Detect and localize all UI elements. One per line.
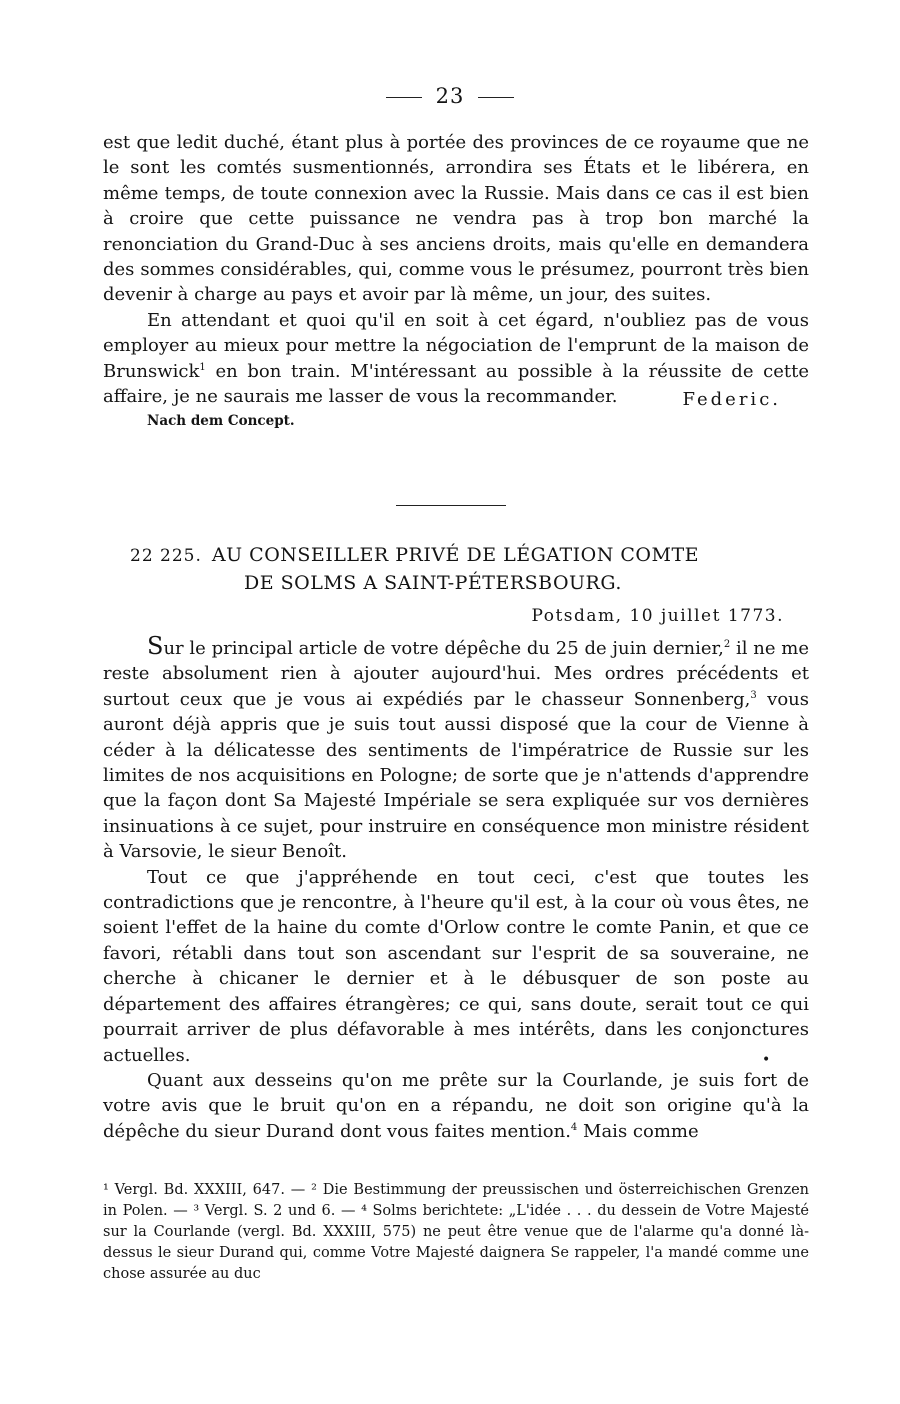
paragraph [103, 1068, 809, 1144]
text-run: vous auront déjà appris que je suis tout aussi disposé que la cour de Vienne à céder à la délicatesse des sentiments de l'impératrice de Russie sur les limites de nos acquisitions en Pologne; de sorte que je n'attends d'apprendre que la façon dont Sa Majesté Impériale se sera expliquée sur vos dernières insinuations à ce sujet, pour instruire en conséquence mon ministre résident à Varsovie, le sieur Benoît. [103, 688, 809, 863]
text-run: en bon train. M'intéressant au possible à la réussite de cette affaire, je ne saurais me lasser de vous la recommander. [103, 360, 809, 408]
footnote-marker: 3 [750, 689, 757, 701]
dateline: Potsdam, 10 juillet 1773. [531, 606, 784, 626]
header-rule-left [386, 97, 422, 98]
signature: Federic. [682, 389, 781, 411]
text-run: Mais comme [577, 1120, 699, 1142]
letter-heading-line1 [130, 542, 810, 570]
letter-title-line2: DE SOLMS A SAINT-PÉTERSBOURG. [244, 572, 622, 594]
header-rule-right [478, 97, 514, 98]
previous-letter-ending [103, 130, 809, 435]
footnote-text: ¹ Vergl. Bd. XXXIII, 647. — ² Die Bestimmung der preussischen und österreichischen Grenzen in Polen. — ³ Vergl. S. 2 und 6. — ⁴ Solms berichtete: „L'idée . . . du dessein de Votre Majesté sur la Courlande (vergl. Bd. XXXIII, 575) ne peut être venue que de l'alarme qu'a donné là-dessus le sieur Durand qui, comme Votre Majesté daignera Se rappeler, l'a mandé comme une chose assurée au duc [103, 1182, 809, 1282]
text-run: il ne me reste absolument rien à ajouter aujourd'hui. Mes ordres précédents et surtout ceux que je vous ai expédiés par le chasseur Sonnenberg, [103, 638, 809, 710]
paragraph [103, 634, 809, 865]
stray-mark: • [762, 1052, 771, 1068]
footnote-marker: 2 [723, 639, 731, 650]
page-number: 23 [435, 84, 465, 108]
source-note: Nach dem Concept. [147, 413, 295, 430]
footnote-marker: 4 [570, 1121, 578, 1133]
footnotes [103, 1180, 809, 1285]
letter-title-line1: AU CONSEILLER PRIVÉ DE LÉGATION COMTE [211, 544, 699, 566]
text-run: En attendant et quoi qu'il en soit à cet égard, n'oubliez pas de vous employer au mieux pour mettre la négociation de l'emprunt de la maison de Brunswick [103, 309, 809, 382]
letter-heading [130, 542, 810, 597]
page-header [0, 84, 900, 108]
text-run: Sur le principal article de votre dépêche du 25 de juin dernier, [147, 632, 724, 660]
letter-number: 22 225. [130, 546, 202, 566]
text-run: Quant aux desseins qu'on me prête sur la Courlande, je suis fort de votre avis que le bruit qu'on en a répandu, ne doit son origine qu'à la dépêche du sieur Durand dont vous faites mention. [103, 1069, 809, 1142]
footnote-marker: 1 [199, 361, 206, 373]
section-separator [396, 505, 506, 506]
paragraph: est que ledit duché, étant plus à portée des provinces de ce royaume que ne le sont les comtés susmentionnés, arrondira ses États et le libérera, en même temps, de toute connexion avec la Russie. Mais dans ce cas il est bien à croire que cette puissance ne vendra pas à trop bon marché la renonciation du Grand-Duc à ses anciens droits, mais qu'elle en demandera des sommes considérables, qui, comme vous le présumez, pourront très bien devenir à charge au pays et avoir par là même, un jour, des suites. [103, 132, 809, 306]
paragraph: Tout ce que j'appréhende en tout ceci, c'est que toutes les contradictions que je rencontre, à l'heure qu'il est, à la cour où vous êtes, ne soient l'effet de la haine du comte d'Orlow contre le comte Panin, et que ce favori, rétabli dans tout son ascendant sur l'esprit de sa souveraine, ne cherche à chicaner le dernier et à le débusquer de son poste au département des affaires étrangères; ce qui, sans doute, serait tout ce qui pourrait arriver de plus défavorable à mes intérêts, dans les conjonctures actuelles. [103, 866, 809, 1066]
letter-body [103, 634, 809, 1144]
signature-row [103, 389, 809, 435]
